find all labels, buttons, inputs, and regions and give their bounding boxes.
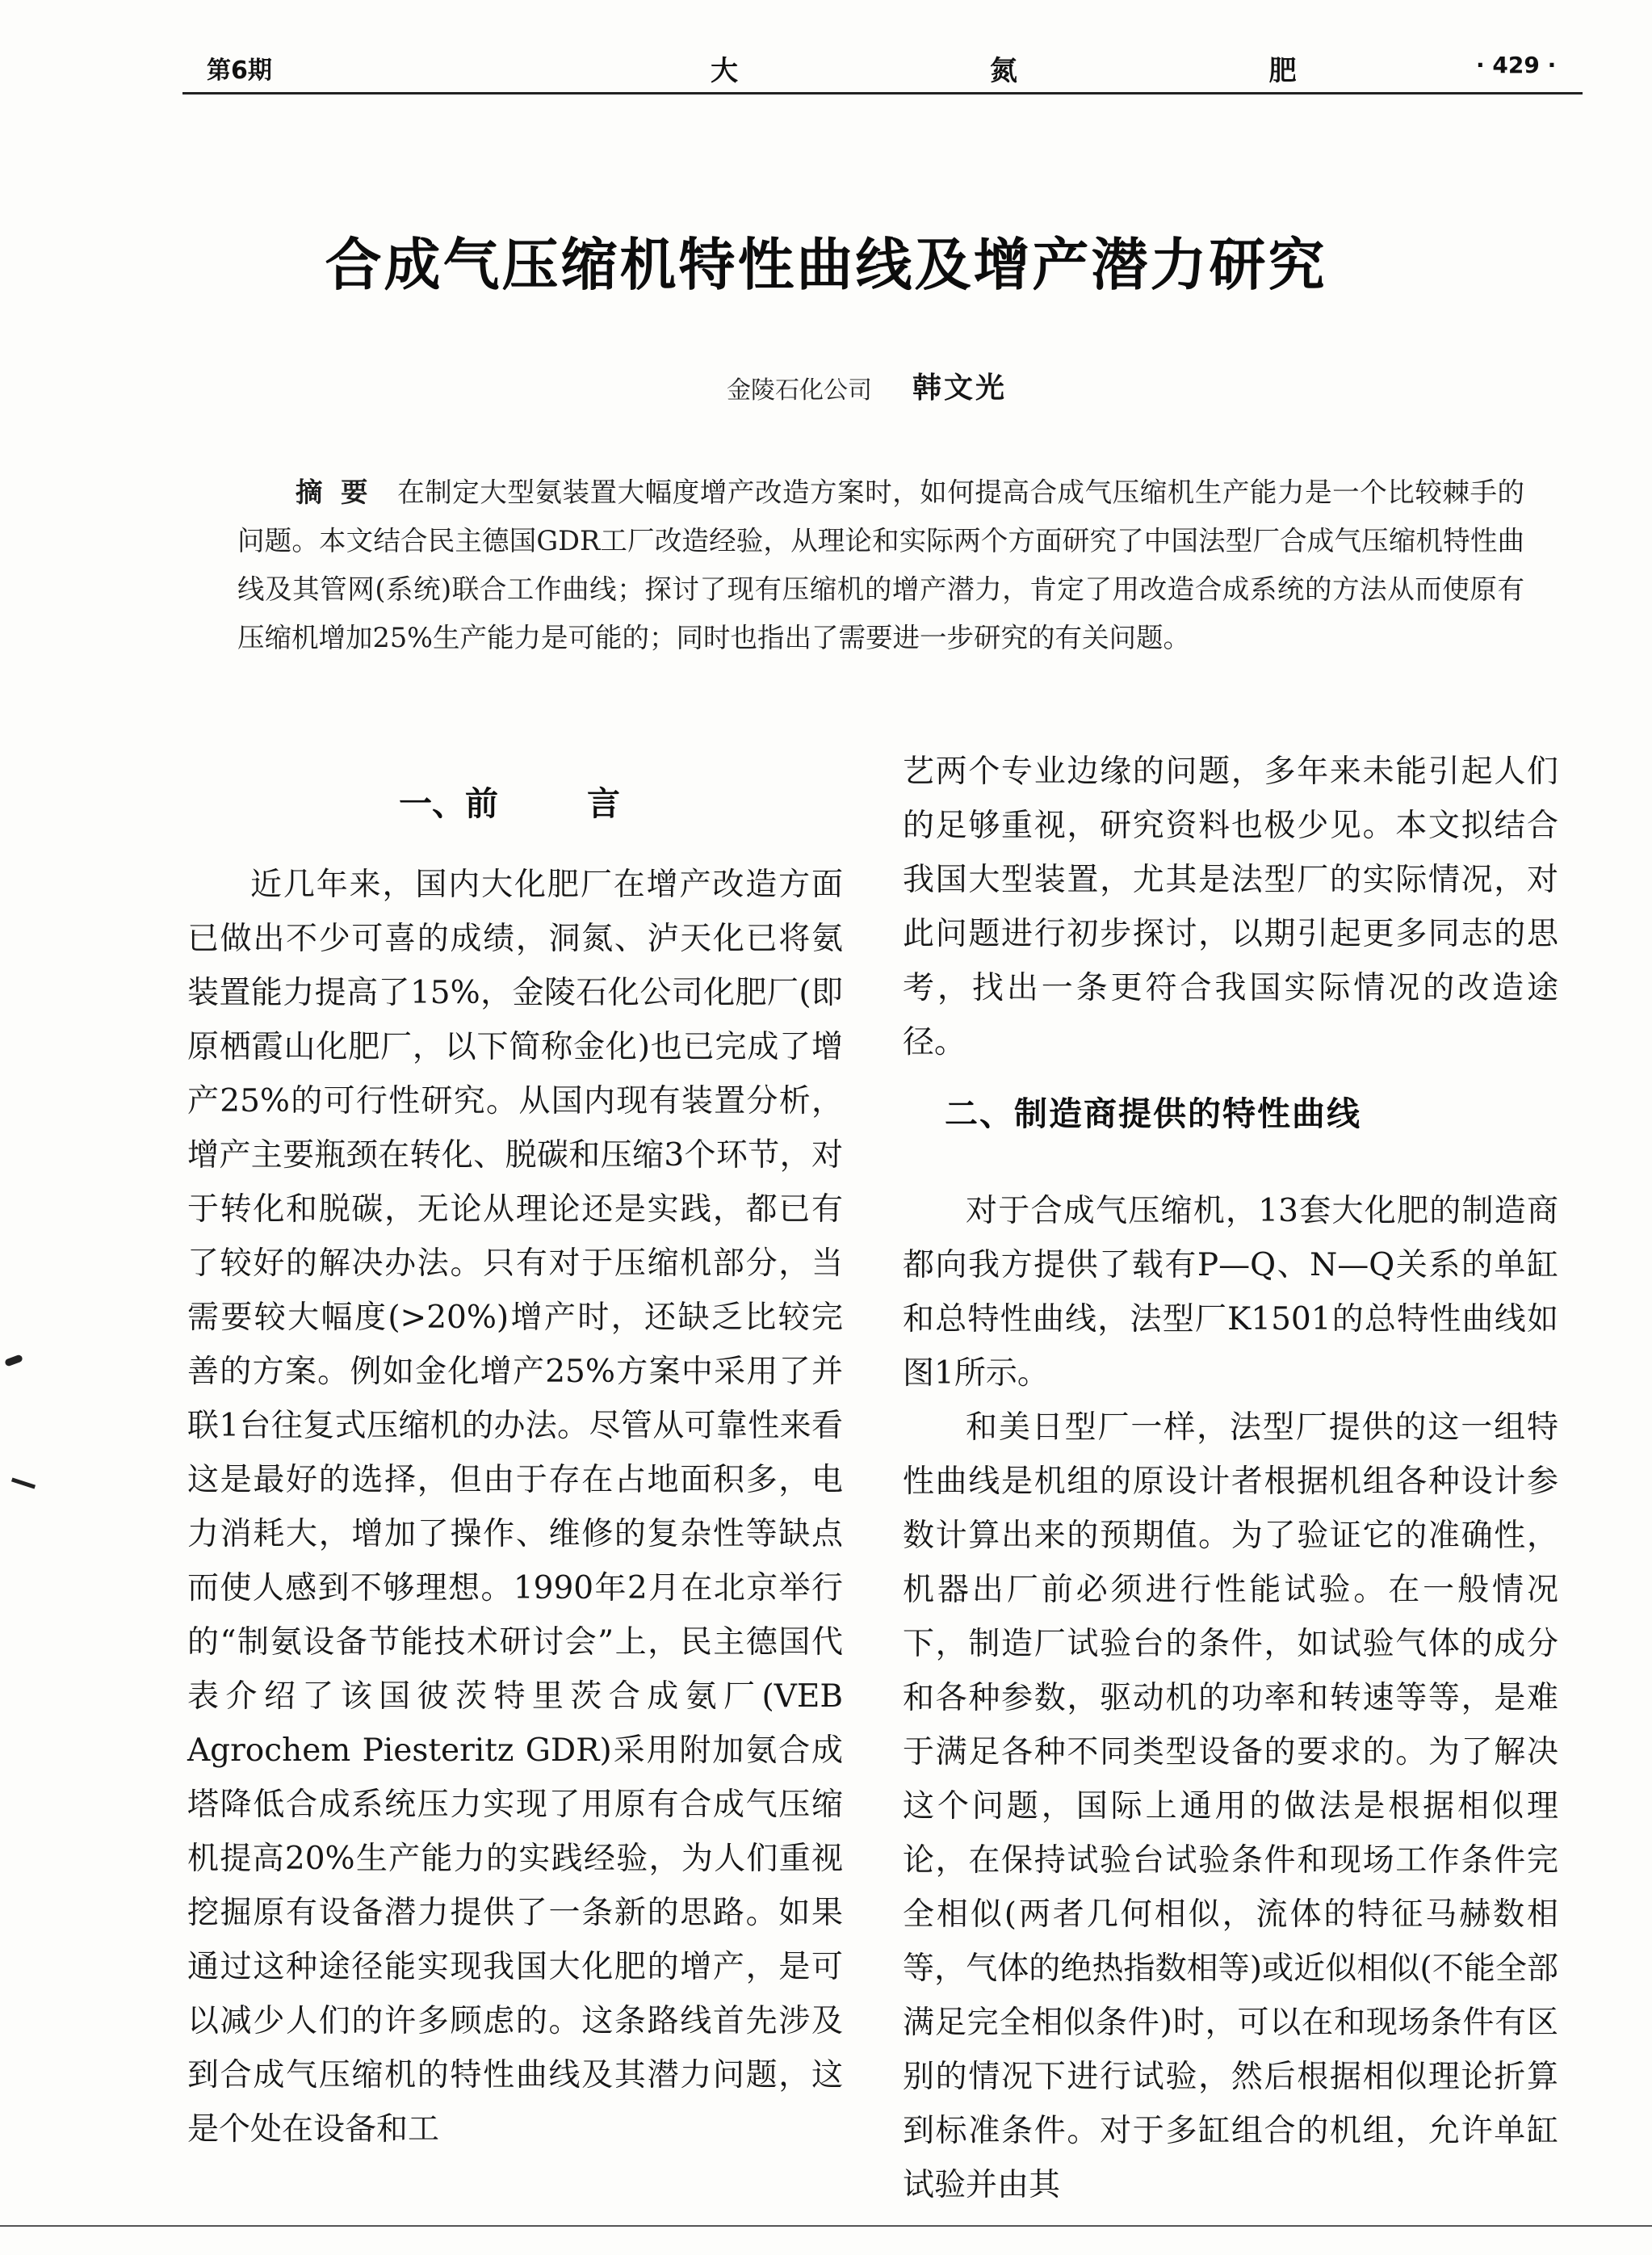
author-affiliation: 金陵石化公司 bbox=[727, 376, 872, 405]
column-left bbox=[187, 858, 843, 2156]
section-title-part: 前 bbox=[465, 784, 498, 823]
page-bottom-edge bbox=[0, 2225, 1652, 2227]
header-journal-name: 大 氮 肥 bbox=[711, 55, 1418, 87]
section-heading-1 bbox=[399, 777, 620, 825]
abstract-label: 摘要 bbox=[296, 477, 387, 508]
section-heading-2: 二、制造商提供的特性曲线 bbox=[945, 1094, 1361, 1133]
body-paragraph: 近几年来，国内大化肥厂在增产改造方面已做出不少可喜的成绩，洞氮、泸天化已将氨装置能力提高了15%，金陵石化公司化肥厂(即原栖霞山化肥厂，以下简称金化)也已完成了增产25%的可行性研究。从国内现有装置分析，增产主要瓶颈在转化、脱碳和压缩3个环节，对于转化和脱碳，无论从理论还是实践，都已有了较好的解决办法。只有对于压缩机部分，当需要较大幅度(>20%)增产时，还缺乏比较完善的方案。例如金化增产25%方案中采用了并联1台往复式压缩机的办法。尽管从可靠性来看这是最好的选择，但由于存在占地面积多，电力消耗大，增加了操作、维修的复杂性等缺点而使人感到不够理想。1990年2月在北京举行的“制氨设备节能技术研讨会”上，民主德国代表介绍了该国彼茨特里茨合成氨厂(VEB Agrochem Piesteritz GDR)采用附加氨合成塔降低合成系统压力实现了用原有合成气压缩机提高20%生产能力的实践经验，为人们重视挖掘原有设备潜力提供了一条新的思路。如果通过这种途径能实现我国大化肥的增产，是可以减少人们的许多顾虑的。这条路线首先涉及到合成气压缩机的特性曲线及其潜力问题，这是个处在设备和工 bbox=[187, 867, 843, 2148]
body-paragraph: 和美日型厂一样，法型厂提供的这一组特性曲线是机组的原设计者根据机组各种设计参数计算出来的预期值。为了验证它的准确性，机器出厂前必须进行性能试验。在一般情况下，制造厂试验台的条件，如试验气体的成分和各种参数，驱动机的功率和转速等等，是难于满足各种不同类型设备的要求的。为了解决这个问题，国际上通用的做法是根据相似理论，在保持试验台试验条件和现场工作条件完全相似(两者几何相似，流体的特征马赫数相等，气体的绝热指数相等)或近似相似(不能全部满足完全相似条件)时，可以在和现场条件有区别的情况下进行试验，然后根据相似理论折算到标准条件。对于多缸组合的机组，允许单缸试验并由其 bbox=[903, 1409, 1558, 2203]
section-2-body bbox=[903, 1184, 1558, 2212]
abstract-text: 在制定大型氨装置大幅度增产改造方案时，如何提高合成气压缩机生产能力是一个比较棘手的问题。本文结合民主德国GDR工厂改造经验，从理论和实际两个方面研究了中国法型厂合成气压缩机特性曲线及其管网(系统)联合工作曲线；探讨了现有压缩机的增产潜力，肯定了用改造合成系统的方法从而使原有压缩机增加25%生产能力是可能的；同时也指出了需要进一步研究的有关问题。 bbox=[237, 477, 1525, 653]
column-right bbox=[903, 745, 1558, 2212]
author-name: 韩文光 bbox=[912, 372, 1008, 405]
header-page-number: · 429 · bbox=[1476, 52, 1557, 78]
header-issue: 第6期 bbox=[207, 57, 272, 85]
header-rule bbox=[182, 92, 1583, 94]
scan-mark bbox=[11, 1477, 36, 1489]
section-number: 一、 bbox=[399, 784, 465, 823]
abstract bbox=[237, 468, 1524, 662]
scan-mark bbox=[4, 1354, 23, 1367]
section-title-part: 言 bbox=[587, 784, 620, 823]
body-paragraph: 对于合成气压缩机，13套大化肥的制造商都向我方提供了载有P—Q、N—Q关系的单缸和总特性曲线，法型厂K1501的总特性曲线如图1所示。 bbox=[903, 1193, 1558, 1392]
paper-title: 合成气压缩机特性曲线及增产潜力研究 bbox=[325, 232, 1327, 298]
body-paragraph-continued: 艺两个专业边缘的问题，多年来未能引起人们的足够重视，研究资料也极少见。本文拟结合我国大型装置，尤其是法型厂的实际情况，对此问题进行初步探讨，以期引起更多同志的思考，找出一条更符合我国实际情况的改造途径。 bbox=[903, 754, 1558, 1060]
